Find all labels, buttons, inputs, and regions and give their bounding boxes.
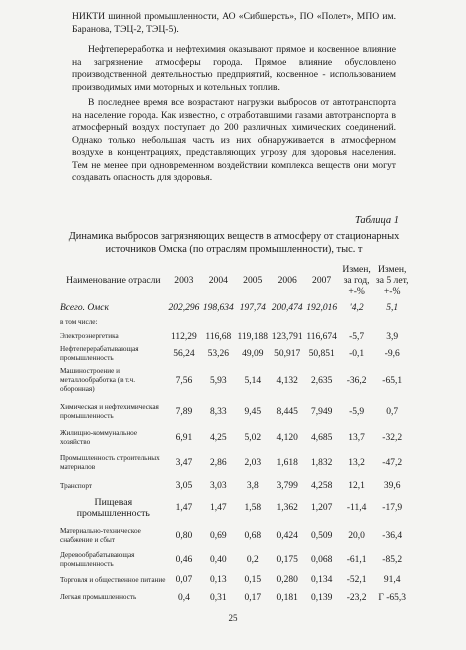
row-value-cell: 8,33 [210,407,227,417]
paragraph-intro: НИКТИ шинной промышленности, АО «Сибшерсть», ПО «Полет», МПО им. Баранова, ТЭЦ-2, ТЭЦ-5). [72,11,396,35]
row-sector-name: Промышленность строительных материалов [60,454,160,471]
table-row [60,329,410,344]
row-value-cell: 13,2 [348,458,365,468]
row-value-cell: -36,2 [346,375,367,386]
row-value-cell: 4,132 [276,375,298,386]
row-value-cell: 13,7 [348,432,365,443]
row-value-cell: -9,6 [384,349,400,359]
table-row [60,427,410,448]
table-title: Динамика выбросов загрязняющих веществ в атмосферу от стационарных источников Омска (по отраслям промышленности), тыс. т [68,231,400,255]
row-value-cell: 3,05 [175,481,193,491]
row-value-cell: 3,799 [276,481,298,491]
row-value-cell: 3,8 [246,481,259,491]
row-sector-name: Деревообрабатывающая промышленность [60,551,135,568]
row-value-cell: 56,24 [173,349,195,359]
row-value-cell [201,316,235,329]
row-sector-name: в том числе: [60,318,98,326]
row-value-cell: 123,791 [271,331,303,342]
row-value-cell: 0,31 [210,592,227,603]
table-header-row [60,260,410,300]
row-value-cell: 0,17 [244,592,262,603]
row-value-cell: 0,139 [310,592,333,603]
row-sector-name: Пищевая промышленность [76,496,150,519]
row-value-cell [304,316,338,329]
row-value-cell: 7,89 [175,407,193,417]
row-sector-name: Легкая промышленность [60,593,137,601]
row-sector-name: Торговля и общественное питание [60,575,166,584]
row-value-cell: 0,07 [175,575,193,585]
row-value-cell: -17,9 [382,502,403,513]
row-value-cell: 198,634 [202,303,234,313]
row-value-cell: 1,207 [310,502,333,513]
row-sector-name: Электроэнергетика [60,332,119,340]
row-value-cell [339,316,375,329]
row-value-cell: 12,1 [348,481,365,491]
row-value-cell: 0,80 [175,530,193,541]
row-sector-name: Всего. Омск [60,302,109,313]
row-value-cell [236,316,270,329]
row-value-cell: 2,03 [244,458,262,468]
row-value-cell: -52,1 [346,575,367,585]
row-value-cell: 4,258 [310,481,333,491]
row-value-cell: 1,47 [210,502,227,513]
row-value-cell: 0,134 [310,575,333,585]
table-row [60,478,410,494]
row-value-cell: 5,1 [386,303,399,313]
column-header-2004: 2004 [208,274,228,286]
column-header-2007: 2007 [312,274,332,286]
row-value-cell: 2,635 [310,375,333,386]
row-value-cell: 119,188 [237,331,269,342]
row-value-cell: -32,2 [382,432,403,443]
column-header-2005: 2005 [243,274,263,286]
row-sector-name: Нефтеперерабатывающая промышленность [60,345,139,362]
row-value-cell: 1,47 [175,502,193,513]
row-value-cell: 0,7 [386,407,399,417]
row-value-cell: -5,9 [349,407,365,417]
row-value-cell: 1,362 [276,502,298,513]
row-sector-name: Химическая и нефтехимическая промышленность [60,403,159,420]
row-value-cell: -23,2 [346,592,367,603]
column-header-2006: 2006 [277,274,297,286]
row-value-cell [374,316,410,329]
table-row [60,448,410,478]
row-value-cell: Г -65,3 [378,592,407,603]
row-value-cell: -85,2 [382,555,403,565]
row-value-cell: 50,851 [308,349,335,359]
row-value-cell: 1,618 [276,458,298,468]
table-row [60,397,410,427]
table-row [60,550,410,570]
row-value-cell: 112,29 [170,331,197,342]
row-value-cell: -5,7 [349,331,365,342]
row-sector-name: Жилищно-коммунальное хозяйство [60,428,138,446]
row-value-cell: 116,674 [306,331,337,342]
row-value-cell: 0,175 [276,555,298,565]
column-header-change-5years: Измен, за 5 лет, +-% [375,263,409,297]
table-row [60,521,410,550]
row-value-cell: 7,949 [310,407,333,417]
row-value-cell: 0,181 [276,592,298,603]
row-value-cell: 1,832 [310,458,333,468]
row-value-cell: 49,09 [242,349,264,359]
column-header-sector: Наименование отрасли [66,274,161,286]
row-value-cell: 8,445 [276,407,298,417]
row-value-cell: -61,1 [346,555,367,565]
row-value-cell [167,316,201,329]
row-value-cell: 91,4 [383,575,401,585]
row-value-cell: 3,9 [386,331,399,342]
row-value-cell: 0,280 [276,575,298,585]
emissions-table [60,260,410,605]
row-value-cell: 4,120 [276,432,298,443]
row-value-cell: 116,68 [205,331,232,342]
table-row [60,300,410,316]
column-header-2003: 2003 [174,274,194,286]
row-value-cell: 53,26 [207,349,229,359]
paragraph-oil-refining: Нефтепереработка и нефтехимия оказывают прямое и косвенное влияние на загрязнение атмосферы города. Прямое влияние обусловлено производственной деятельностью предприятий, косвенное - использованием производимых ими моторных и котельных топлив. [72,44,396,93]
row-value-cell: 0,2 [246,555,259,565]
row-value-cell: -65,1 [382,375,403,386]
row-value-cell: 5,14 [244,375,262,386]
row-value-cell: 192,016 [306,303,338,313]
table-row [60,344,410,364]
row-value-cell: -11,4 [346,502,367,513]
row-sector-name: Машиностроение и металлообработка (в т.ч. оборонная) [60,367,136,393]
row-value-cell: 0,13 [210,575,227,585]
row-value-cell: 0,068 [310,555,333,565]
row-value-cell: 50,917 [274,349,301,359]
row-value-cell: 39,6 [383,481,401,491]
row-value-cell: 0,509 [310,530,333,541]
table-row [60,494,410,521]
row-value-cell: 0,46 [175,555,193,565]
row-value-cell: 3,47 [175,458,193,468]
row-value-cell [270,316,304,329]
row-value-cell: 6,91 [175,432,193,443]
row-value-cell: 5,02 [244,432,262,443]
row-value-cell: 0,40 [210,555,227,565]
row-value-cell: 1,58 [244,502,262,513]
table-row [60,570,410,590]
row-value-cell: 3,03 [210,481,227,491]
row-value-cell: 5,93 [210,375,227,386]
row-sector-name: Транспорт [60,481,93,490]
row-value-cell: 197,74 [239,303,266,313]
row-value-cell: 0,424 [276,530,298,541]
row-value-cell: 2,86 [210,458,227,468]
row-sector-name: Материально-техническое снабжение и сбыт [60,526,141,544]
row-value-cell: 9,45 [244,407,262,417]
table-row [60,364,410,397]
row-value-cell: -47,2 [382,458,403,468]
row-value-cell: 4,25 [210,432,227,443]
row-value-cell: 200,474 [271,303,303,313]
table-label: Таблица 1 [354,215,399,226]
table-row [60,316,410,329]
row-value-cell: 20,0 [348,530,365,541]
row-value-cell: 0,4 [177,592,190,603]
row-value-cell: -36,4 [382,530,403,541]
row-value-cell: 0,69 [210,530,227,541]
table-row [60,590,410,605]
column-header-change-year: Измен, за год, +-% [342,263,371,297]
row-value-cell: 7,56 [175,375,193,386]
row-value-cell: 4,685 [310,432,333,443]
row-value-cell: -0,1 [349,349,365,359]
row-value-cell: 0,68 [244,530,262,541]
row-value-cell: 202,296 [168,303,200,313]
row-value-cell: '4,2 [349,303,364,313]
page-number: 25 [228,613,238,623]
row-value-cell: 0,15 [244,575,262,585]
paragraph-vehicle-emissions: В последнее время все возрастают нагрузки выбросов от автотранспорта на население города. Как известно, с отработавшими газами автотранспорта в атмосферный воздух поступает до 200 различных химических соединений. Однако только небольшая часть из них обнаруживается в атмосферном воздухе в концентрациях, представляющих угрозу для здоровья населения. Тем не менее при одновременном воздействии комплекса веществ они могут создавать опасность для здоровья. [72,97,396,183]
